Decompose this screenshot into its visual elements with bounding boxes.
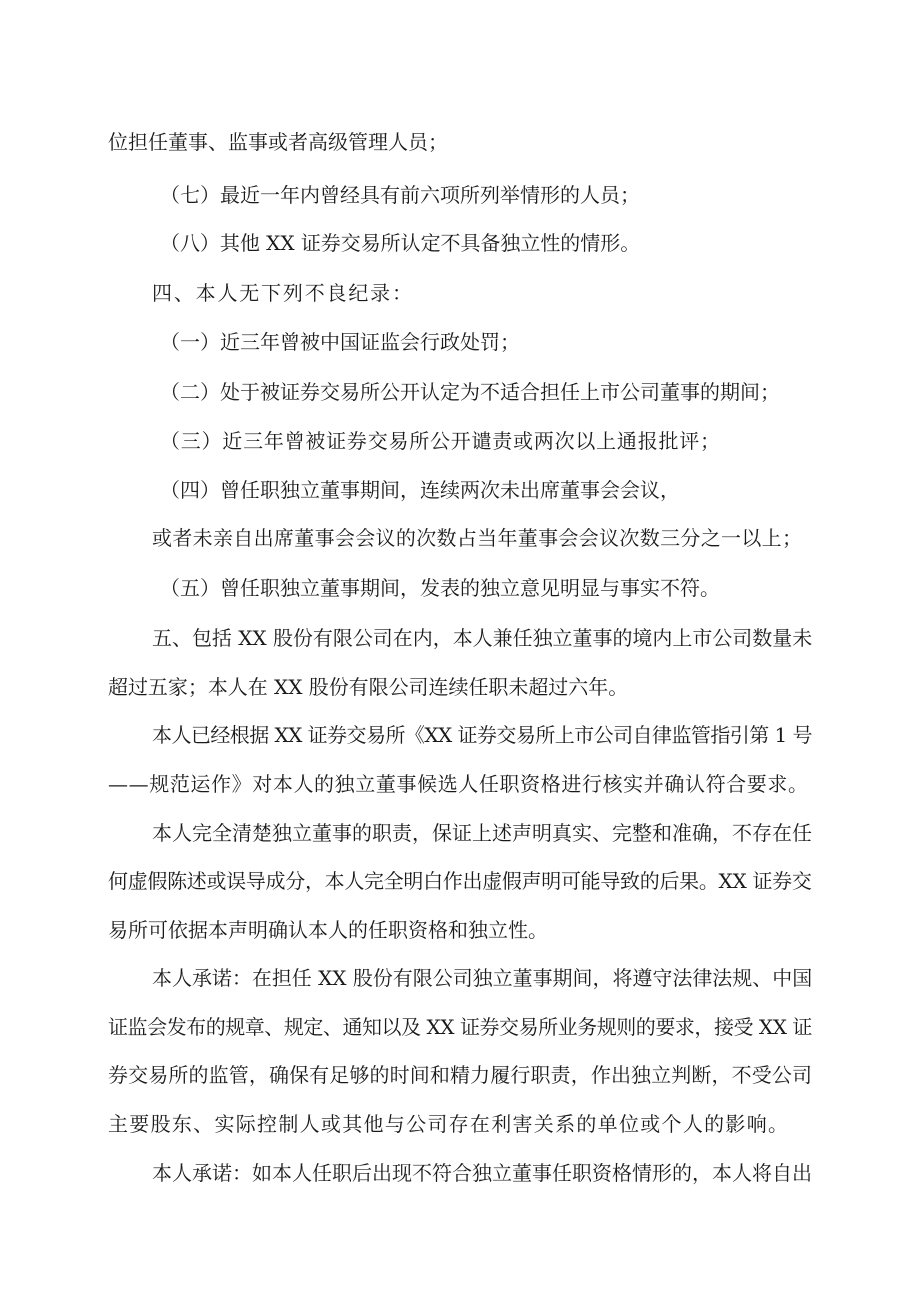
- text-line: （四）曾任职独立董事期间，连续两次未出席董事会会议，: [160, 478, 680, 502]
- text-line: （一）近三年曾被中国证监会行政处罚；: [160, 330, 520, 354]
- text-line: 本人完全清楚独立董事的职责，保证上述声明真实、完整和准确，不存在任: [152, 821, 812, 845]
- text-line: 本人承诺：如本人任职后出现不符合独立董事任职资格情形的，本人将自出: [152, 1161, 812, 1185]
- text-line: （五）曾任职独立董事期间，发表的独立意见明显与事实不符。: [160, 576, 720, 600]
- section-heading: 五、包括 XX 股份有限公司在内，本人兼任独立董事的境内上市公司数量未: [152, 626, 813, 650]
- text-line: 或者未亲自出席董事会会议的次数占当年董事会会议次数三分之一以上；: [152, 526, 803, 550]
- text-line: 易所可依据本声明确认本人的任职资格和独立性。: [108, 918, 548, 942]
- text-line: 本人承诺：在担任 XX 股份有限公司独立董事期间，将遵守法律法规、中国: [152, 966, 813, 990]
- text-line: 何虚假陈述或误导成分，本人完全明白作出虚假声明可能导致的后果。XX 证券交: [108, 869, 812, 893]
- text-line: （三）近三年曾被证券交易所公开谴责或两次以上通报批评；: [160, 429, 721, 453]
- section-heading: 四、本人无下列不良纪录：: [152, 281, 414, 305]
- text-line: ——规范运作》对本人的独立董事候选人任职资格进行核实并确认符合要求。: [108, 772, 809, 796]
- text-line: （二）处于被证券交易所公开认定为不适合担任上市公司董事的期间；: [160, 380, 780, 404]
- text-line: 位担任董事、监事或者高级管理人员；: [108, 130, 448, 154]
- text-line: （八）其他 XX 证券交易所认定不具备独立性的情形。: [160, 231, 641, 255]
- text-line: 券交易所的监管，确保有足够的时间和精力履行职责，作出独立判断，不受公司: [108, 1063, 813, 1087]
- text-line: 本人已经根据 XX 证券交易所《XX 证券交易所上市公司自律监管指引第 1 号: [152, 723, 812, 747]
- text-line: 超过五家；本人在 XX 股份有限公司连续任职未超过六年。: [108, 675, 629, 699]
- text-line: （七）最近一年内曾经具有前六项所列举情形的人员；: [160, 183, 640, 207]
- text-line: 主要股东、实际控制人或其他与公司存在利害关系的单位或个人的影响。: [108, 1112, 790, 1136]
- text-line: 证监会发布的规章、规定、通知以及 XX 证券交易所业务规则的要求，接受 XX 证: [108, 1015, 812, 1039]
